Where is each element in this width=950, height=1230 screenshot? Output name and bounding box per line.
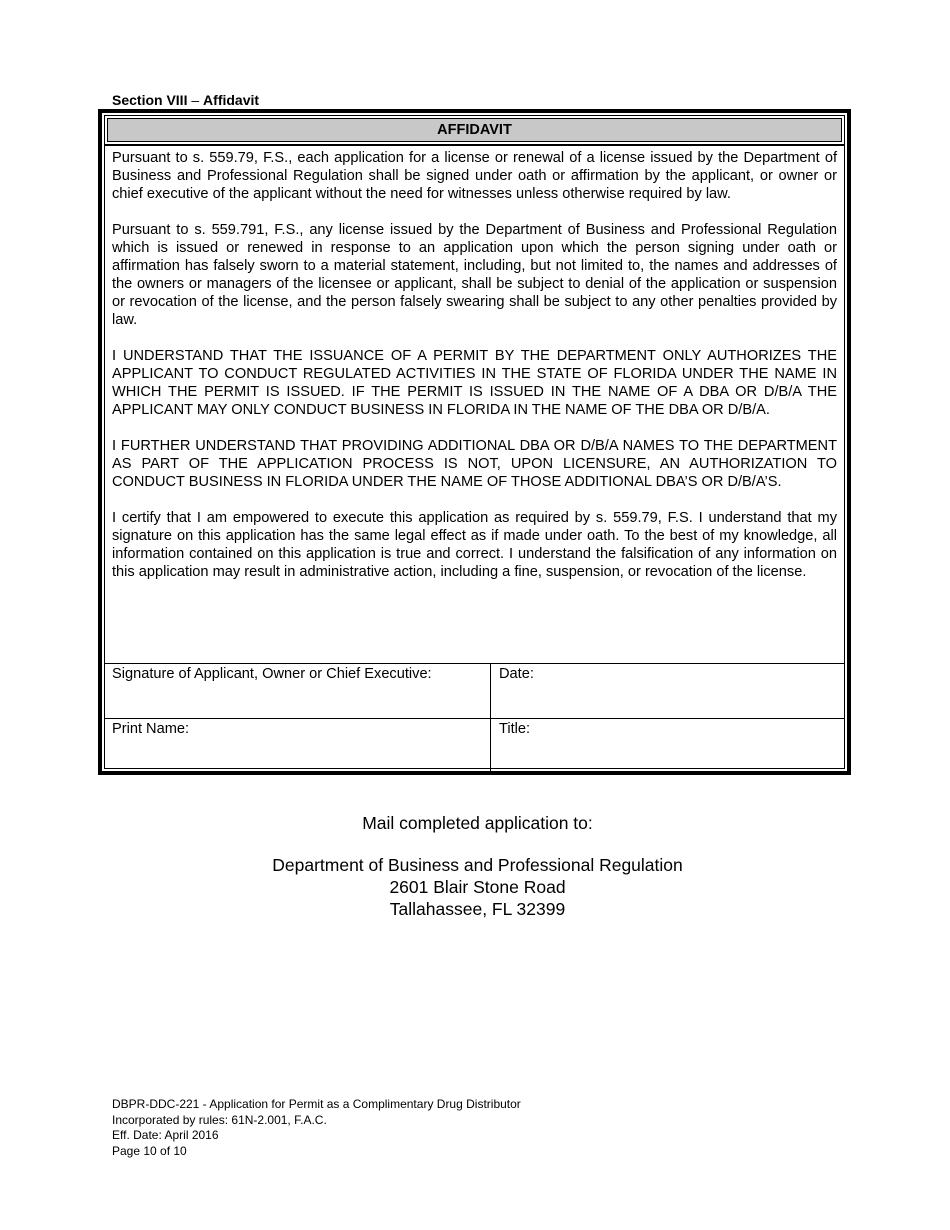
affidavit-body	[112, 149, 837, 599]
header-divider	[105, 144, 844, 146]
form-footer	[112, 1097, 521, 1159]
affidavit-header: AFFIDAVIT	[107, 118, 842, 142]
mail-heading: Mail completed application to:	[362, 813, 593, 833]
affidavit-paragraph-dba: I FURTHER UNDERSTAND THAT PROVIDING ADDITIONAL DBA OR D/B/A NAMES TO THE DEPARTMENT AS PART OF THE APPLICATION PROCESS IS NOT, UPON LICENSURE, AN AUTHORIZATION TO CONDUCT BUSINESS IN FLORIDA UNDER THE NAME OF THOSE ADDITIONAL DBA’S OR D/B/A’S.	[112, 438, 837, 490]
section-heading	[112, 92, 259, 108]
section-title: Affidavit	[203, 92, 260, 108]
section-label: Section VIII	[112, 92, 188, 108]
affidavit-paragraph-penalties: Pursuant to s. 559.791, F.S., any license issued by the Department of Business and Professional Regulation which is issued or renewed in response to an application upon which the person signing under oath or affirmation has falsely sworn to a material statement, including, but not limited to, the names and addresses of the owners or managers of the licensee or applicant, shall be subject to denial of the application or suspension or revocation of the license, and the person falsely swearing shall be subject to any other penalties provided by law.	[112, 222, 837, 328]
print-name-row	[105, 719, 844, 773]
address-line-street: 2601 Blair Stone Road	[389, 877, 566, 897]
signature-field-label: Signature of Applicant, Owner or Chief Executive:	[112, 666, 432, 682]
footer-page-number: Page 10 of 10	[112, 1143, 187, 1158]
print-name-field-label: Print Name:	[112, 721, 190, 737]
affidavit-paragraph-oath: Pursuant to s. 559.79, F.S., each application for a license or renewal of a license issued by the Department of Business and Professional Regulation shall be signed under oath or affirmation by the applicant, or owner or chief executive of the applicant without the need for witnesses unless otherwise required by law.	[112, 150, 837, 202]
print-name-column-divider	[490, 719, 491, 773]
signature-table	[105, 663, 844, 775]
footer-form-title: DBPR-DDC-221 - Application for Permit as a Complimentary Drug Distributor	[112, 1097, 521, 1111]
affidavit-paragraph-permit-name: I UNDERSTAND THAT THE ISSUANCE OF A PERMIT BY THE DEPARTMENT ONLY AUTHORIZES THE APPLICANT TO CONDUCT REGULATED ACTIVITIES IN THE STATE OF FLORIDA UNDER THE NAME IN WHICH THE PERMIT IS ISSUED. IF THE PERMIT IS ISSUED IN THE NAME OF A DBA OR D/B/A THE APPLICANT MAY ONLY CONDUCT BUSINESS IN FLORIDA IN THE NAME OF THE DBA OR D/B/A.	[112, 348, 837, 418]
affidavit-inner-frame	[104, 115, 845, 769]
signature-row	[105, 664, 844, 719]
mailing-address	[0, 854, 950, 920]
section-separator: –	[187, 92, 204, 108]
footer-rules: Incorporated by rules: 61N-2.001, F.A.C.	[112, 1112, 327, 1127]
affidavit-paragraph-certification: I certify that I am empowered to execute this application as required by s. 559.79, F.S. I understand that my signature on this application has the same legal effect as if made under oath. To the best of my knowledge, all information contained on this application is true and correct. I understand the falsification of any information on this application may result in administrative action, including a fine, suspension, or revocation of the license.	[112, 510, 837, 580]
affidavit-box	[98, 109, 851, 775]
title-field-label: Title:	[499, 721, 531, 737]
footer-effective-date: Eff. Date: April 2016	[112, 1128, 219, 1142]
address-line-department: Department of Business and Professional Regulation	[272, 855, 683, 875]
signature-column-divider	[490, 664, 491, 718]
address-line-city: Tallahassee, FL 32399	[389, 899, 566, 919]
date-field-label: Date:	[499, 666, 534, 682]
